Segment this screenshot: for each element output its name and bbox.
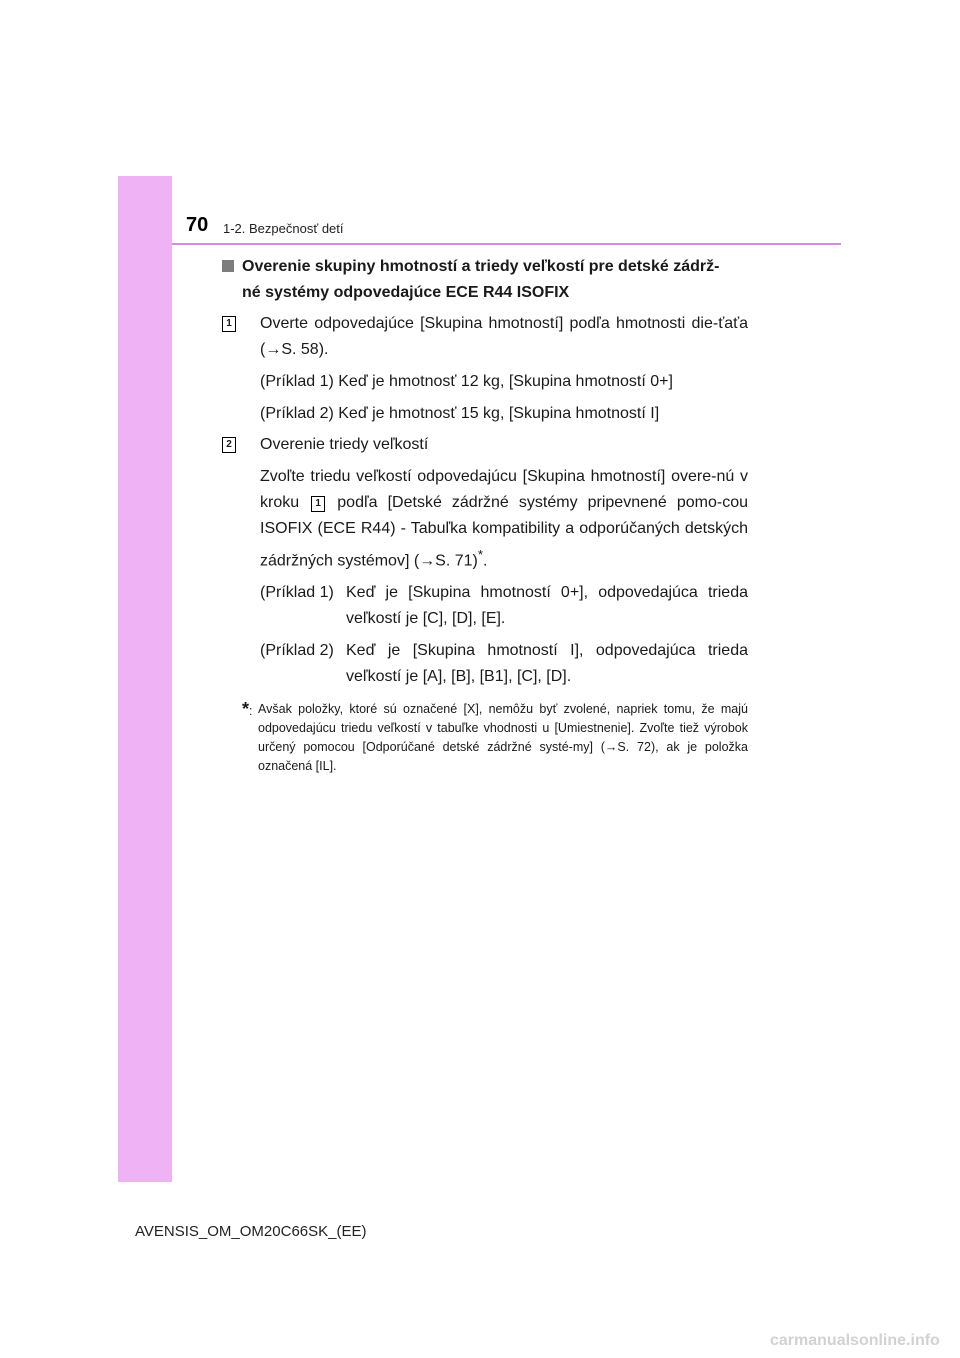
step-1-example-2: (Príklad 2) Keď je hmotnosť 15 kg, [Skupina hmotností I]: [260, 405, 660, 422]
step-2-title: Overenie triedy veľkostí: [260, 436, 429, 453]
step-2-text: [222, 464, 748, 574]
step-1-text: Overte odpovedajúce [Skupina hmotností] podľa hmotnosti die-ťaťa (→S. 58).: [260, 315, 748, 358]
footnote-marker: [242, 700, 253, 721]
footnote-colon: :: [249, 704, 253, 719]
side-tab-band: [118, 176, 172, 1182]
step-ref-badge: 1: [311, 496, 325, 512]
step-2-badge: 2: [222, 437, 236, 453]
footnote: [222, 700, 748, 776]
step-2-example-1: [222, 580, 748, 632]
footnote-text: Avšak položky, ktoré sú označené [X], nemôžu byť zvolené, napriek tomu, že majú odpovedajúcu triedu veľkostí v tabuľke vhodnosti u [Umiestnenie]. Zvoľte tiež výrobok určený pomocou [Odporúčané detské zádržné systé-my] (→S. 72), ak je položka označená [IL].: [258, 702, 748, 774]
step-2-example-2: [222, 638, 748, 690]
square-bullet-icon: [222, 260, 234, 272]
asterisk-mark: *: [477, 547, 484, 562]
period: .: [483, 552, 488, 570]
heading-line-2: né systémy odpovedajúce ECE R44 ISOFIX: [242, 284, 570, 301]
example-1-text: Keď je [Skupina hmotností 0+], odpovedajúca trieda veľkostí je [C], [D], [E].: [346, 584, 748, 628]
header-rule: [172, 243, 841, 245]
document-code: AVENSIS_OM_OM20C66SK_(EE): [135, 1223, 367, 1240]
section-title: 1-2. Bezpečnosť detí: [223, 221, 344, 236]
step-2-text-part-2: podľa [Detské zádržné systémy pripevnené pomo-cou ISOFIX (ECE R44) - Tabuľka kompatibility a odporúčaných detských zádržných systémov] (→S. 71): [260, 494, 749, 570]
example-1-label: (Príklad 1): [260, 584, 334, 602]
footnote-asterisk: *: [242, 699, 250, 720]
step-1-example-1: (Príklad 1) Keď je hmotnosť 12 kg, [Skupina hmotností 0+]: [260, 373, 673, 390]
watermark: carmanualsonline.info: [770, 1332, 940, 1349]
step-1: [222, 311, 748, 363]
example-2-text: Keď je [Skupina hmotností I], odpovedajúca trieda veľkostí je [A], [B], [B1], [C], [D].: [346, 642, 748, 686]
step-2-text-part-1: Zvoľte triedu veľkostí odpovedajúcu [Skupina hmotností] overe-nú v kroku: [260, 468, 748, 511]
heading-line-1: Overenie skupiny hmotností a triedy veľkostí pre detské zádrž-: [242, 258, 720, 275]
step-2: [222, 432, 748, 458]
page-number: 70: [186, 214, 209, 236]
main-content: [222, 254, 748, 776]
subsection-heading: [222, 254, 748, 306]
step-1-badge: 1: [222, 316, 236, 332]
example-2-label: (Príklad 2): [260, 642, 334, 660]
